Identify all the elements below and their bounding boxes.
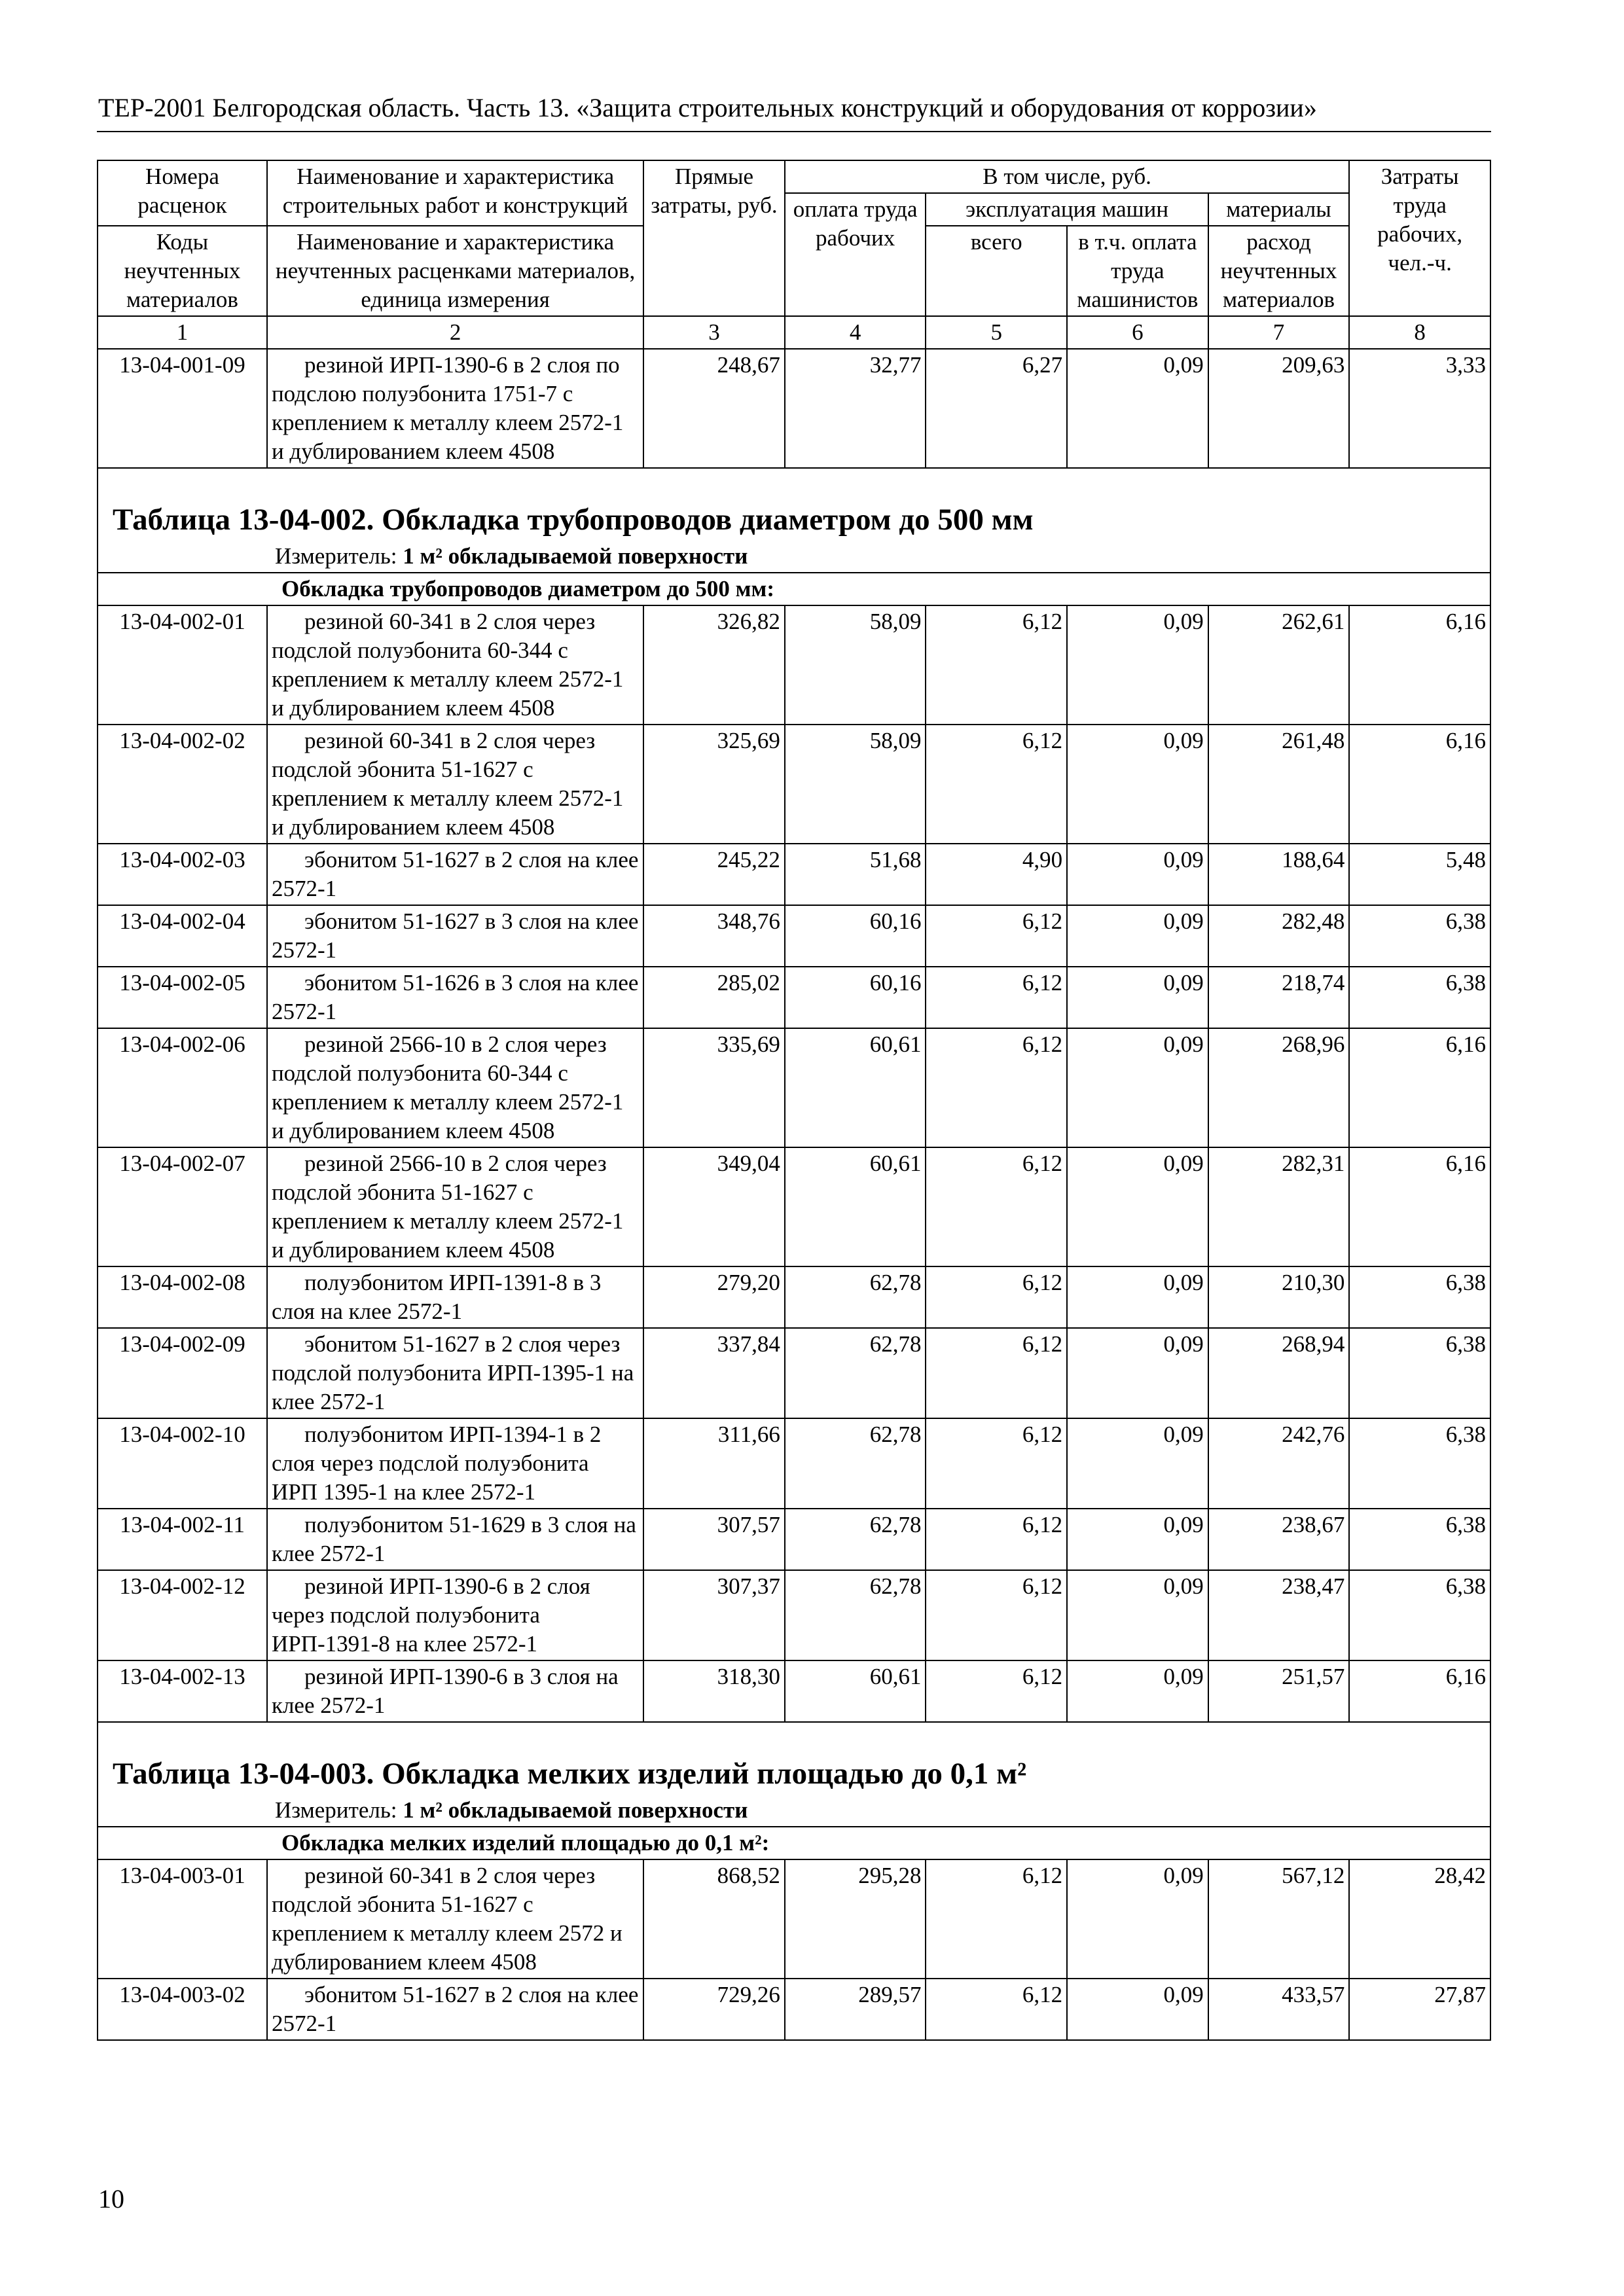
worker-wages: 62,78 <box>785 1328 926 1418</box>
labor-hours: 6,38 <box>1349 1328 1490 1418</box>
work-description: эбонитом 51-1626 в 3 слоя на клее 2572-1 <box>267 967 643 1028</box>
direct-costs: 335,69 <box>643 1028 785 1147</box>
measure-value: 1 м² обкладываемой поверхности <box>403 543 748 569</box>
work-description: резиной ИРП-1390-6 в 2 слоя по подслою полуэбонита 1751-7 с креплением к металлу клеем 2572-1 и дублированием клеем 4508 <box>267 349 643 468</box>
rate-code: 13-04-002-01 <box>98 605 267 725</box>
materials-cost: 262,61 <box>1208 605 1350 725</box>
rate-code: 13-04-003-02 <box>98 1979 267 2040</box>
machinist-wages: 0,09 <box>1067 1266 1208 1328</box>
machinist-wages: 0,09 <box>1067 1028 1208 1147</box>
labor-hours: 6,16 <box>1349 605 1490 725</box>
page-number: 10 <box>98 2184 124 2214</box>
rates-table-body <box>98 160 1490 2040</box>
labor-hours: 5,48 <box>1349 844 1490 905</box>
materials-cost: 251,57 <box>1208 1660 1350 1722</box>
materials-cost: 268,94 <box>1208 1328 1350 1418</box>
materials-cost: 188,64 <box>1208 844 1350 905</box>
measure-line-row <box>98 1796 1490 1827</box>
col-unaccounted-materials-header: расход неучтенных материалов <box>1208 226 1350 316</box>
labor-hours: 3,33 <box>1349 349 1490 468</box>
machinist-wages: 0,09 <box>1067 967 1208 1028</box>
machinist-wages: 0,09 <box>1067 1509 1208 1570</box>
materials-cost: 282,31 <box>1208 1147 1350 1266</box>
rate-code: 13-04-002-10 <box>98 1418 267 1509</box>
col-materials-header: материалы <box>1208 193 1350 226</box>
col-material-name-header: Наименование и характеристика неучтенных расценками материалов, единица измерения <box>267 226 643 316</box>
direct-costs: 325,69 <box>643 725 785 844</box>
labor-hours: 6,38 <box>1349 1570 1490 1660</box>
materials-cost: 567,12 <box>1208 1859 1350 1979</box>
direct-costs: 248,67 <box>643 349 785 468</box>
measure-line <box>98 542 1490 573</box>
work-description: полуэбонитом ИРП-1394-1 в 2 слоя через подслой полуэбонита ИРП 1395-1 на клее 2572-1 <box>267 1418 643 1509</box>
machines-total: 6,12 <box>926 967 1067 1028</box>
machinist-wages: 0,09 <box>1067 1660 1208 1722</box>
labor-hours: 6,38 <box>1349 1418 1490 1509</box>
col-machinist-wages-header: в т.ч. оплата труда машинистов <box>1067 226 1208 316</box>
worker-wages: 295,28 <box>785 1859 926 1979</box>
col-direct-costs-header: Прямые затраты, руб. <box>643 160 785 316</box>
col-labor-costs-header: Затраты труда рабочих, чел.-ч. <box>1349 160 1490 316</box>
work-description: резиной 60-341 в 2 слоя через подслой эбонита 51-1627 с креплением к металлу клеем 2572-1 и дублированием клеем 4508 <box>267 725 643 844</box>
machines-total: 6,12 <box>926 605 1067 725</box>
direct-costs: 349,04 <box>643 1147 785 1266</box>
worker-wages: 60,16 <box>785 967 926 1028</box>
column-number: 4 <box>785 316 926 349</box>
materials-cost: 261,48 <box>1208 725 1350 844</box>
work-description: резиной 60-341 в 2 слоя через подслой эбонита 51-1627 с креплением к металлу клеем 2572 и дублированием клеем 4508 <box>267 1859 643 1979</box>
col-rate-number-header: Номера расценок <box>98 160 267 226</box>
section-heading-row <box>98 573 1490 605</box>
table-row <box>98 1859 1490 1979</box>
direct-costs: 307,37 <box>643 1570 785 1660</box>
col-machines-total-header: всего <box>926 226 1067 316</box>
work-description: эбонитом 51-1627 в 2 слоя через подслой полуэбонита ИРП-1395-1 на клее 2572-1 <box>267 1328 643 1418</box>
direct-costs: 326,82 <box>643 605 785 725</box>
machines-total: 6,12 <box>926 1028 1067 1147</box>
materials-cost: 210,30 <box>1208 1266 1350 1328</box>
worker-wages: 62,78 <box>785 1570 926 1660</box>
column-number: 7 <box>1208 316 1350 349</box>
machinist-wages: 0,09 <box>1067 725 1208 844</box>
col-material-codes-header: Коды неучтенных материалов <box>98 226 267 316</box>
section-heading: Обкладка мелких изделий площадью до 0,1 м²: <box>98 1827 1490 1859</box>
worker-wages: 62,78 <box>785 1266 926 1328</box>
work-description: резиной ИРП-1390-6 в 3 слоя на клее 2572-1 <box>267 1660 643 1722</box>
direct-costs: 285,02 <box>643 967 785 1028</box>
machinist-wages: 0,09 <box>1067 905 1208 967</box>
materials-cost: 218,74 <box>1208 967 1350 1028</box>
column-number: 6 <box>1067 316 1208 349</box>
labor-hours: 6,38 <box>1349 967 1490 1028</box>
materials-cost: 238,67 <box>1208 1509 1350 1570</box>
direct-costs: 311,66 <box>643 1418 785 1509</box>
work-description: полуэбонитом ИРП-1391-8 в 3 слоя на клее 2572-1 <box>267 1266 643 1328</box>
rate-code: 13-04-002-06 <box>98 1028 267 1147</box>
direct-costs: 868,52 <box>643 1859 785 1979</box>
rates-table <box>97 160 1491 2041</box>
machines-total: 6,12 <box>926 1660 1067 1722</box>
col-machines-header: эксплуатация машин <box>926 193 1208 226</box>
rate-code: 13-04-001-09 <box>98 349 267 468</box>
rate-code: 13-04-002-11 <box>98 1509 267 1570</box>
materials-cost: 282,48 <box>1208 905 1350 967</box>
table-title-row <box>98 468 1490 542</box>
table-title: Таблица 13-04-002. Обкладка трубопроводов диаметром до 500 мм <box>98 468 1490 542</box>
direct-costs: 729,26 <box>643 1979 785 2040</box>
col-work-name-header: Наименование и характеристика строительных работ и конструкций <box>267 160 643 226</box>
direct-costs: 318,30 <box>643 1660 785 1722</box>
table-row <box>98 1660 1490 1722</box>
worker-wages: 32,77 <box>785 349 926 468</box>
labor-hours: 6,16 <box>1349 1028 1490 1147</box>
machinist-wages: 0,09 <box>1067 349 1208 468</box>
measure-value: 1 м² обкладываемой поверхности <box>403 1797 748 1823</box>
worker-wages: 60,16 <box>785 905 926 967</box>
col-including-header: В том числе, руб. <box>785 160 1349 193</box>
machines-total: 6,12 <box>926 905 1067 967</box>
machines-total: 6,12 <box>926 1266 1067 1328</box>
machinist-wages: 0,09 <box>1067 1570 1208 1660</box>
machinist-wages: 0,09 <box>1067 1418 1208 1509</box>
machines-total: 6,12 <box>926 1859 1067 1979</box>
column-number: 8 <box>1349 316 1490 349</box>
table-row <box>98 844 1490 905</box>
table-row <box>98 725 1490 844</box>
materials-cost: 268,96 <box>1208 1028 1350 1147</box>
section-heading-row <box>98 1827 1490 1859</box>
labor-hours: 28,42 <box>1349 1859 1490 1979</box>
machinist-wages: 0,09 <box>1067 1859 1208 1979</box>
measure-label: Измеритель: <box>275 543 397 569</box>
worker-wages: 60,61 <box>785 1660 926 1722</box>
machines-total: 6,12 <box>926 1979 1067 2040</box>
page-header: ТЕР-2001 Белгородская область. Часть 13. «Защита строительных конструкций и оборудования от коррозии» <box>98 93 1317 122</box>
worker-wages: 51,68 <box>785 844 926 905</box>
machinist-wages: 0,09 <box>1067 1147 1208 1266</box>
work-description: эбонитом 51-1627 в 2 слоя на клее 2572-1 <box>267 844 643 905</box>
section-heading: Обкладка трубопроводов диаметром до 500 мм: <box>98 573 1490 605</box>
worker-wages: 60,61 <box>785 1028 926 1147</box>
worker-wages: 62,78 <box>785 1509 926 1570</box>
work-description: резиной 2566-10 в 2 слоя через подслой эбонита 51-1627 с креплением к металлу клеем 2572-1 и дублированием клеем 4508 <box>267 1147 643 1266</box>
measure-label: Измеритель: <box>275 1797 397 1823</box>
table-row <box>98 605 1490 725</box>
table-title-row <box>98 1722 1490 1796</box>
column-number: 5 <box>926 316 1067 349</box>
work-description: резиной ИРП-1390-6 в 2 слоя через подслой полуэбонита ИРП-1391-8 на клее 2572-1 <box>267 1570 643 1660</box>
machines-total: 6,12 <box>926 1570 1067 1660</box>
labor-hours: 6,16 <box>1349 1660 1490 1722</box>
rate-code: 13-04-003-01 <box>98 1859 267 1979</box>
table-row <box>98 349 1490 468</box>
materials-cost: 238,47 <box>1208 1570 1350 1660</box>
machines-total: 6,12 <box>926 1509 1067 1570</box>
rate-code: 13-04-002-08 <box>98 1266 267 1328</box>
rate-code: 13-04-002-12 <box>98 1570 267 1660</box>
labor-hours: 6,38 <box>1349 1509 1490 1570</box>
labor-hours: 6,38 <box>1349 1266 1490 1328</box>
table-row <box>98 1418 1490 1509</box>
machines-total: 4,90 <box>926 844 1067 905</box>
worker-wages: 62,78 <box>785 1418 926 1509</box>
table-title: Таблица 13-04-003. Обкладка мелких изделий площадью до 0,1 м² <box>98 1722 1490 1796</box>
table-row <box>98 1509 1490 1570</box>
column-number: 2 <box>267 316 643 349</box>
col-wages-header: оплата труда рабочих <box>785 193 926 316</box>
rate-code: 13-04-002-03 <box>98 844 267 905</box>
materials-cost: 209,63 <box>1208 349 1350 468</box>
labor-hours: 27,87 <box>1349 1979 1490 2040</box>
work-description: эбонитом 51-1627 в 2 слоя на клее 2572-1 <box>267 1979 643 2040</box>
rate-code: 13-04-002-13 <box>98 1660 267 1722</box>
machines-total: 6,12 <box>926 725 1067 844</box>
rate-code: 13-04-002-09 <box>98 1328 267 1418</box>
measure-line-row <box>98 542 1490 573</box>
labor-hours: 6,38 <box>1349 905 1490 967</box>
work-description: резиной 60-341 в 2 слоя через подслой полуэбонита 60-344 с креплением к металлу клеем 2572-1 и дублированием клеем 4508 <box>267 605 643 725</box>
header-row-1 <box>98 160 1490 193</box>
machinist-wages: 0,09 <box>1067 1979 1208 2040</box>
header-rule <box>97 131 1491 132</box>
column-numbers-row <box>98 316 1490 349</box>
materials-cost: 242,76 <box>1208 1418 1350 1509</box>
machines-total: 6,12 <box>926 1328 1067 1418</box>
direct-costs: 279,20 <box>643 1266 785 1328</box>
table-row <box>98 905 1490 967</box>
machinist-wages: 0,09 <box>1067 844 1208 905</box>
rate-code: 13-04-002-04 <box>98 905 267 967</box>
worker-wages: 60,61 <box>785 1147 926 1266</box>
worker-wages: 289,57 <box>785 1979 926 2040</box>
direct-costs: 337,84 <box>643 1328 785 1418</box>
machines-total: 6,12 <box>926 1147 1067 1266</box>
work-description: полуэбонитом 51-1629 в 3 слоя на клее 2572-1 <box>267 1509 643 1570</box>
machines-total: 6,27 <box>926 349 1067 468</box>
labor-hours: 6,16 <box>1349 725 1490 844</box>
table-row <box>98 1028 1490 1147</box>
rate-code: 13-04-002-02 <box>98 725 267 844</box>
direct-costs: 348,76 <box>643 905 785 967</box>
work-description: резиной 2566-10 в 2 слоя через подслой полуэбонита 60-344 с креплением к металлу клеем 2572-1 и дублированием клеем 4508 <box>267 1028 643 1147</box>
table-row <box>98 1266 1490 1328</box>
rate-code: 13-04-002-05 <box>98 967 267 1028</box>
table-row <box>98 1570 1490 1660</box>
machinist-wages: 0,09 <box>1067 1328 1208 1418</box>
column-number: 1 <box>98 316 267 349</box>
table-row <box>98 1147 1490 1266</box>
direct-costs: 245,22 <box>643 844 785 905</box>
measure-line <box>98 1796 1490 1827</box>
table-row <box>98 1328 1490 1418</box>
table-row <box>98 1979 1490 2040</box>
work-description: эбонитом 51-1627 в 3 слоя на клее 2572-1 <box>267 905 643 967</box>
column-number: 3 <box>643 316 785 349</box>
direct-costs: 307,57 <box>643 1509 785 1570</box>
machines-total: 6,12 <box>926 1418 1067 1509</box>
materials-cost: 433,57 <box>1208 1979 1350 2040</box>
machinist-wages: 0,09 <box>1067 605 1208 725</box>
worker-wages: 58,09 <box>785 725 926 844</box>
labor-hours: 6,16 <box>1349 1147 1490 1266</box>
worker-wages: 58,09 <box>785 605 926 725</box>
rate-code: 13-04-002-07 <box>98 1147 267 1266</box>
table-row <box>98 967 1490 1028</box>
